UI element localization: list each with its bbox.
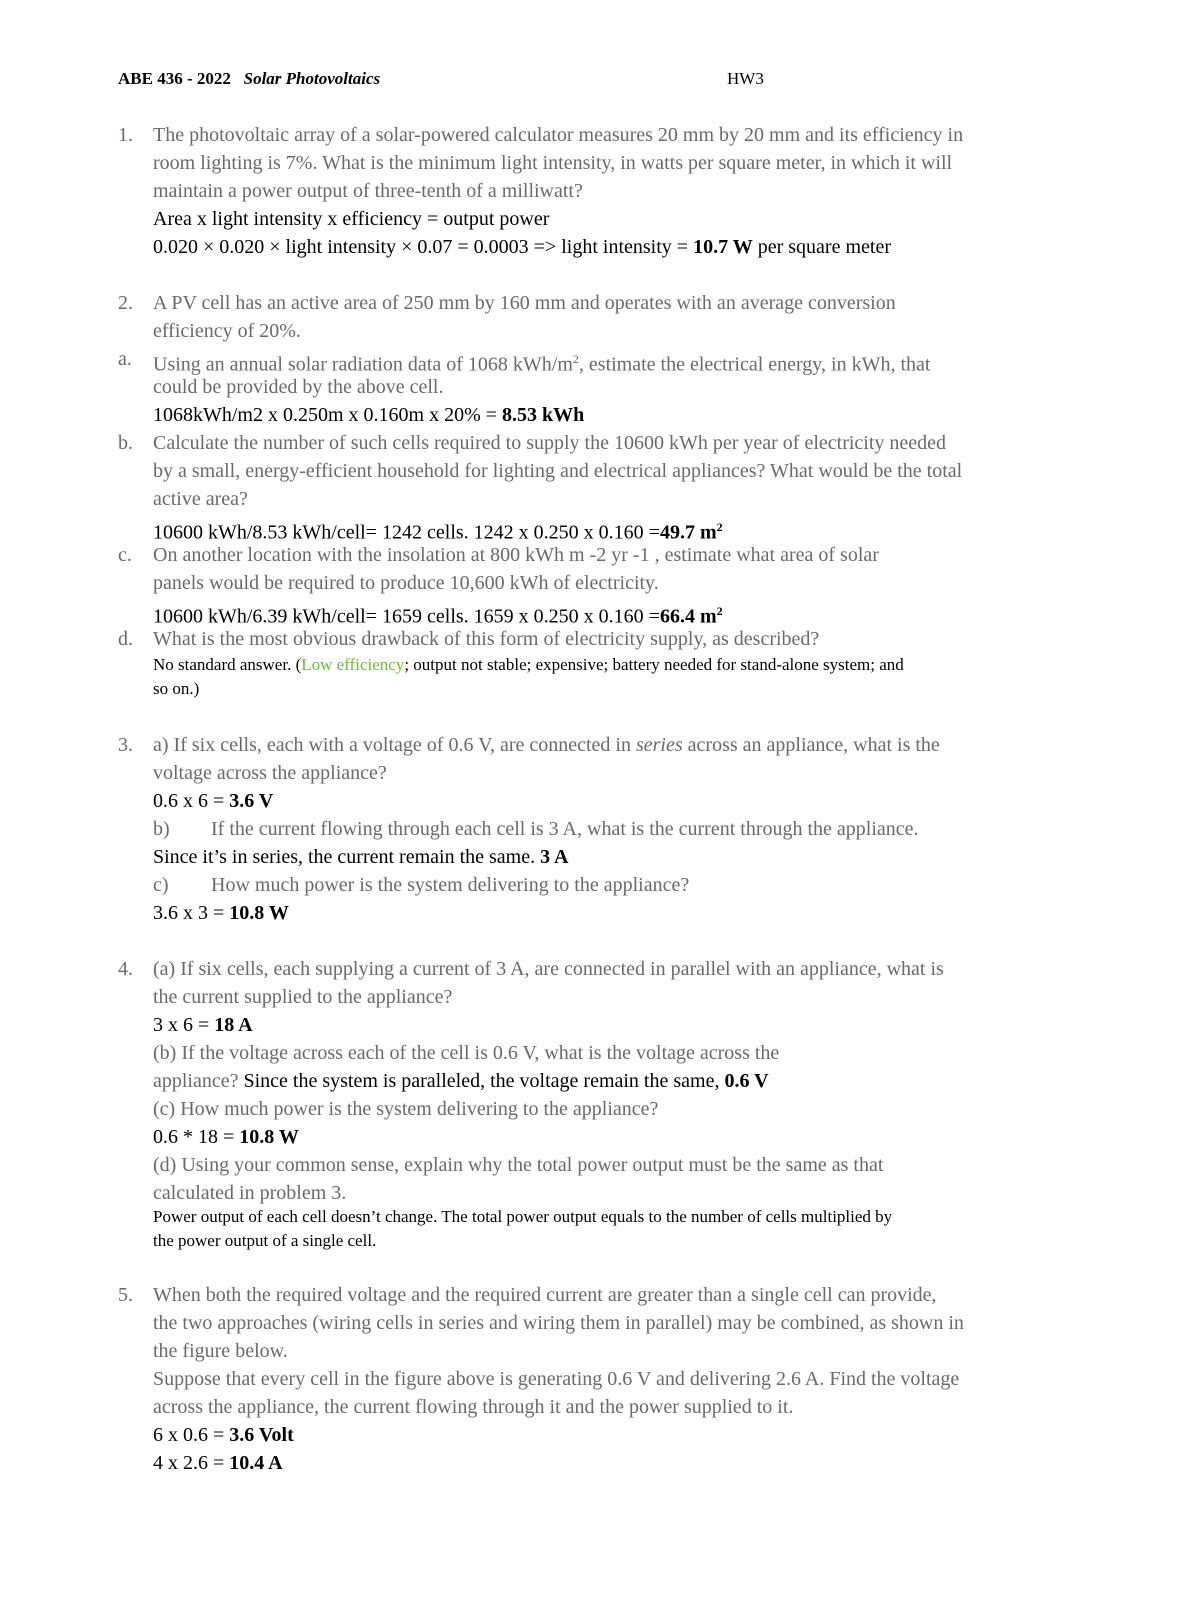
q2c-line-1: On another location with the insolation at 800 kWh m -2 yr -1 , estimate what area of solar	[153, 544, 879, 566]
q4c-answer: 0.6 * 18 = 10.8 W	[153, 1126, 299, 1148]
q2b-answer: 10600 kWh/8.53 kWh/cell= 1242 cells. 1242 x 0.250 x 0.160 =49.7 $m^2$	[153, 520, 723, 544]
q2b-line-2: by a small, energy-efficient household for lighting and electrical appliances? What would be the total	[153, 460, 963, 482]
q2-line-1: A PV cell has an active area of 250 mm by 160 mm and operates with an average conversion	[153, 292, 896, 314]
q2b-line-1: Calculate the number of such cells required to supply the 10600 kWh per year of electricity needed	[153, 432, 947, 454]
q2a-line-2: could be provided by the above cell.	[153, 376, 444, 398]
q5-line-2: the two approaches (wiring cells in series and wiring them in parallel) may be combined, as shown in	[153, 1312, 964, 1334]
q4b-line-2: appliance? Since the system is paralleled, the voltage remain the same, 0.6 V	[153, 1070, 769, 1092]
q3-number: 3.	[118, 734, 133, 756]
q2a-answer: 1068kWh/m2 x 0.250m x 0.160m x 20% = 8.53 kWh	[153, 404, 585, 426]
q3a-answer: 0.6 x 6 = 3.6 V	[153, 790, 274, 812]
q2d-answer-2: so on.)	[153, 679, 200, 698]
q1-line-1: The photovoltaic array of a solar-powered calculator measures 20 mm by 20 mm and its efficiency in	[153, 124, 964, 146]
homework-label: HW3	[727, 69, 764, 88]
q2-number: 2.	[118, 292, 133, 314]
q4a-answer: 3 x 6 = 18 A	[153, 1014, 253, 1036]
q1-answer-2: 0.020 × 0.020 × light intensity × 0.07 = 0.0003 => light intensity = 10.7 W per square meter	[153, 236, 891, 258]
q2d-marker: d.	[118, 628, 133, 650]
q4d-answer-2: the power output of a single cell.	[153, 1231, 377, 1250]
q2c-answer: 10600 kWh/6.39 kWh/cell= 1659 cells. 1659 x 0.250 x 0.160 =66.4 $m^2$	[153, 604, 723, 628]
q2d-answer-1: No standard answer. (Low efficiency; output not stable; expensive; battery needed for stand-alone system; and	[153, 655, 904, 674]
q4d-line-2: calculated in problem 3.	[153, 1182, 347, 1204]
q3-line-1: a) If six cells, each with a voltage of 0.6 V, are connected in series across an appliance, what is the	[153, 734, 940, 756]
course-header	[118, 68, 380, 90]
q2d-line-1: What is the most obvious drawback of this form of electricity supply, as described?	[153, 628, 820, 650]
q4-line-2: the current supplied to the appliance?	[153, 986, 453, 1008]
q5-number: 5.	[118, 1284, 133, 1306]
q3c-answer: 3.6 x 3 = 10.8 W	[153, 902, 289, 924]
q2a-marker: a.	[118, 348, 132, 370]
q4-line-1: (a) If six cells, each supplying a current of 3 A, are connected in parallel with an appliance, what is	[153, 958, 944, 980]
q2b-line-3: active area?	[153, 488, 248, 510]
q4c-line-1: (c) How much power is the system delivering to the appliance?	[153, 1098, 659, 1120]
q1-line-2: room lighting is 7%. What is the minimum light intensity, in watts per square meter, in which it will	[153, 152, 953, 174]
q5-line-5: across the appliance, the current flowing through it and the power supplied to it.	[153, 1396, 794, 1418]
q1-line-3: maintain a power output of three-tenth of a milliwatt?	[153, 180, 583, 202]
q5-answer-voltage: 6 x 0.6 = 3.6 Volt	[153, 1424, 294, 1446]
course-code: ABE 436 - 2022	[118, 69, 231, 88]
q3c-question: c) How much power is the system delivering to the appliance?	[153, 874, 690, 896]
q2b-marker: b.	[118, 432, 133, 454]
q4-number: 4.	[118, 958, 133, 980]
q2-line-2: efficiency of 20%.	[153, 320, 301, 342]
q5-answer-current: 4 x 2.6 = 10.4 A	[153, 1452, 283, 1474]
q5-line-4: Suppose that every cell in the figure above is generating 0.6 V and delivering 2.6 A. Find the voltage	[153, 1368, 960, 1390]
q1-number: 1.	[118, 124, 133, 146]
q3b-answer: Since it’s in series, the current remain the same. 3 A	[153, 846, 569, 868]
q5-line-3: the figure below.	[153, 1340, 288, 1362]
q5-line-1: When both the required voltage and the required current are greater than a single cell can provide,	[153, 1284, 937, 1306]
q4d-line-1: (d) Using your common sense, explain why the total power output must be the same as that	[153, 1154, 884, 1176]
q2c-line-2: panels would be required to produce 10,600 kWh of electricity.	[153, 572, 659, 594]
q4b-line-1: (b) If the voltage across each of the cell is 0.6 V, what is the voltage across the	[153, 1042, 780, 1064]
q3b-question: b) If the current flowing through each cell is 3 A, what is the current through the appliance.	[153, 818, 919, 840]
q4d-answer-1: Power output of each cell doesn’t change. The total power output equals to the number of cells multiplied by	[153, 1207, 893, 1226]
q2c-marker: c.	[118, 544, 132, 566]
q1-answer-1: Area x light intensity x efficiency = output power	[153, 208, 550, 230]
q3-line-2: voltage across the appliance?	[153, 762, 387, 784]
course-subject: Solar Photovoltaics	[243, 69, 381, 88]
q2a-line-1: Using an annual solar radiation data of 1068 kWh/$m^2$, estimate the electrical energy, in kWh, that	[153, 352, 931, 376]
